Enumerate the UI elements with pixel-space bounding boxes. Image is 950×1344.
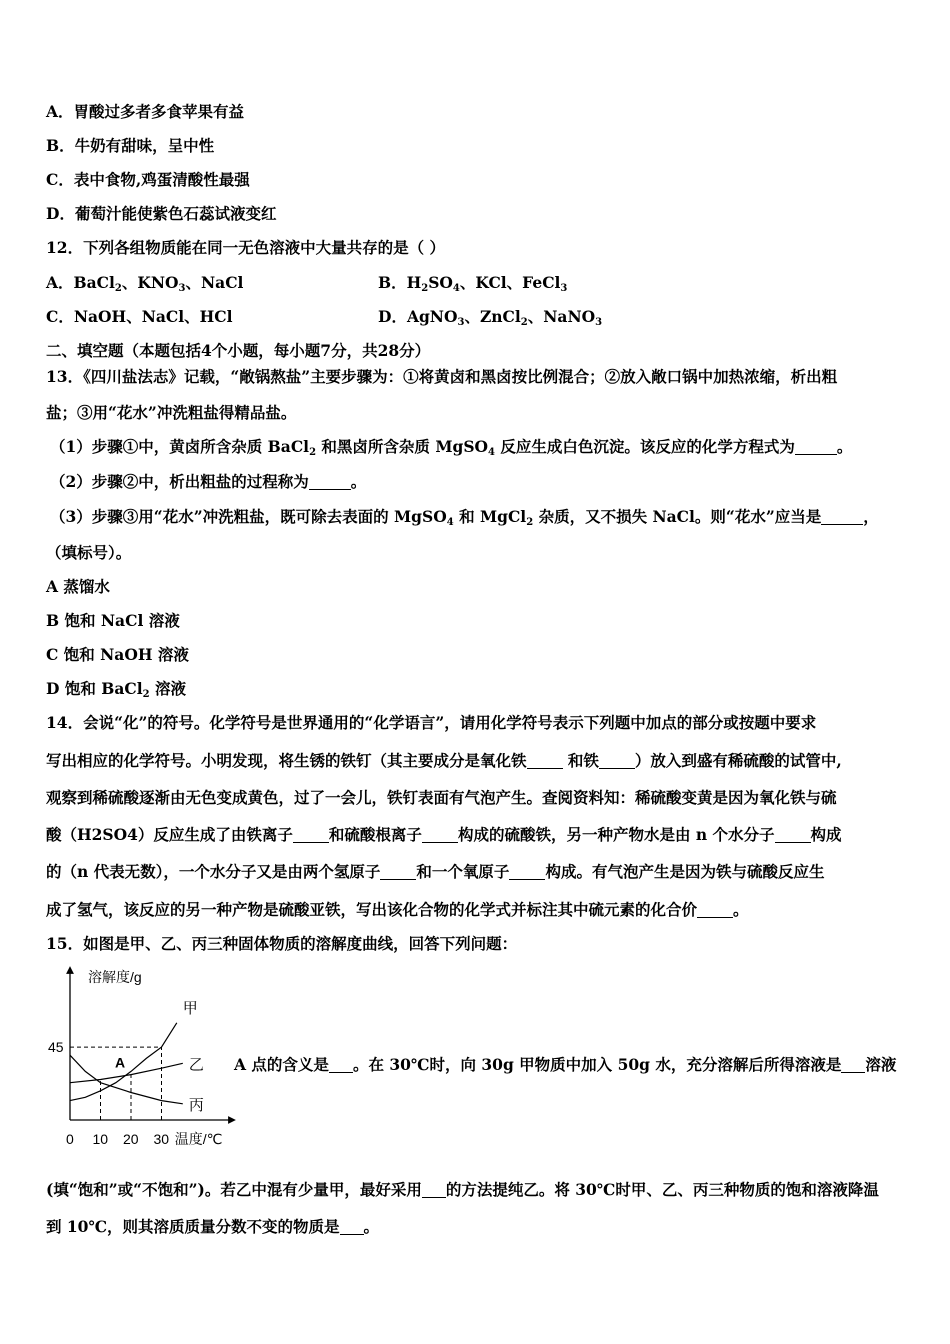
answer-blank[interactable] (329, 1058, 353, 1073)
answer-blank[interactable] (309, 475, 351, 490)
q12-option-d: D．AgNO$_3$、ZnCl$_2$、NaNO$_3$ (378, 307, 603, 328)
q12-stem: 12．下列各组物质能在同一无色溶液中大量共存的是（ ） (46, 238, 445, 257)
solubility-chart (44, 962, 240, 1154)
answer-blank[interactable] (775, 828, 811, 843)
answer-blank[interactable] (841, 1058, 865, 1073)
x-tick-label: 20 (123, 1131, 139, 1147)
option-a: A．胃酸过多者多食苹果有益 (46, 102, 245, 121)
answer-blank[interactable] (340, 1220, 364, 1235)
q14-line6: 成了氢气，该反应的另一种产物是硫酸亚铁，写出该化合物的化学式并标注其中硫元素的化合价 。 (46, 900, 749, 919)
q14-line1: 14．会说“化”的符号。化学符号是世界通用的“化学语言”，请用化学符号表示下列题中加点的部分或按题中要求 (46, 713, 817, 732)
option-d: D．葡萄汁能使紫色石蕊试液变红 (46, 204, 277, 223)
q13-part2: （2）步骤②中，析出粗盐的过程称为 。 (50, 472, 367, 491)
q14-line2: 写出相应的化学符号。小明发现，将生锈的铁钉（其主要成分是氧化铁 和铁 ）放入到盛有稀硫酸的试管中, (46, 751, 842, 770)
x-tick-label: 0 (66, 1131, 74, 1147)
series-label: 丙 (188, 1096, 204, 1114)
q15-side-text: A 点的含义是 。在 30℃时，向 30g 甲物质中加入 50g 水，充分溶解后所得溶液是 溶液 (234, 1055, 897, 1074)
q13-option-b: B 饱和 NaCl 溶液 (46, 611, 180, 630)
answer-blank[interactable] (293, 828, 329, 843)
point-a-label: A (115, 1054, 126, 1071)
y-tick-label: 45 (48, 1039, 64, 1056)
q14-line4: 酸（H2SO4）反应生成了由铁离子 和硫酸根离子 构成的硫酸铁，另一种产物水是由 n 个水分子 构成 (46, 825, 842, 844)
q13-part1: （1）步骤①中，黄卤所含杂质 BaCl$_2$ 和黑卤所含杂质 MgSO$_4$ 反应生成白色沉淀。该反应的化学方程式为 。 (50, 437, 853, 458)
q13-option-d: D 饱和 BaCl$_2$ 溶液 (46, 679, 186, 700)
q14-line5: 的（n 代表无数），一个水分子又是由两个氢原子 和一个氧原子 构成。有气泡产生是因为铁与硫酸反应生 (46, 862, 825, 881)
x-tick-label: 10 (92, 1131, 109, 1147)
q13-option-c: C 饱和 NaOH 溶液 (46, 645, 189, 664)
answer-blank[interactable] (380, 865, 416, 880)
option-b: B．牛奶有甜味，呈中性 (46, 136, 215, 155)
y-axis-label: 溶解度/g (88, 969, 142, 985)
section-heading: 二、填空题（本题包括4个小题，每小题7分，共28分） (46, 341, 431, 360)
q12-option-c: C．NaOH、NaCl、HCl (46, 307, 233, 326)
x-axis-label: 温度/℃ (174, 1131, 223, 1147)
q12-option-a: A．BaCl$_2$、$KNO_3$、NaCl (46, 273, 244, 294)
answer-blank[interactable] (795, 440, 837, 455)
x-tick-label: 30 (153, 1131, 170, 1147)
answer-blank[interactable] (821, 510, 863, 525)
answer-blank[interactable] (697, 903, 733, 918)
chart-series (70, 1023, 183, 1104)
q13-option-a: A 蒸馏水 (46, 577, 110, 596)
answer-blank[interactable] (422, 1183, 446, 1198)
answer-blank[interactable] (527, 754, 563, 769)
answer-blank[interactable] (599, 754, 635, 769)
q12-option-b: B．$H_2SO_4$、KCl、FeCl$_3$ (378, 273, 568, 294)
q14-line3: 观察到稀硫酸逐渐由无色变成黄色，过了一会儿，铁钉表面有气泡产生。查阅资料知：稀硫酸变黄是因为氧化铁与硫 (46, 788, 837, 807)
series-label: 乙 (188, 1056, 204, 1074)
q13-part3-cont: （填标号）。 (46, 543, 132, 562)
option-c: C．表中食物,鸡蛋清酸性最强 (46, 170, 250, 189)
q13-part3: （3）步骤③用“花水”冲洗粗盐，既可除去表面的 MgSO$_4$ 和 MgCl$_2$ 杂质，又不损失 NaCl。则“花水”应当是 ， (50, 507, 879, 528)
q13-line2: 盐；③用“花水”冲洗粗盐得精品盐。 (46, 403, 297, 422)
q15-line2: (填“饱和”或“不饱和”)。若乙中混有少量甲，最好采用 的方法提纯乙。将 30℃时甲、乙、丙三种物质的饱和溶液降温 (46, 1180, 879, 1199)
q13-line1: 13．《四川盐法志》记载，“敞锅熬盐”主要步骤为：①将黄卤和黑卤按比例混合；②放入敞口锅中加热浓缩，析出粗 (46, 367, 838, 386)
q15-stem: 15．如图是甲、乙、丙三种固体物质的溶解度曲线，回答下列问题： (46, 934, 518, 953)
answer-blank[interactable] (422, 828, 458, 843)
q15-line3: 到 10℃，则其溶质质量分数不变的物质是 。 (46, 1217, 380, 1236)
series-label: 甲 (182, 999, 198, 1017)
answer-blank[interactable] (509, 865, 545, 880)
